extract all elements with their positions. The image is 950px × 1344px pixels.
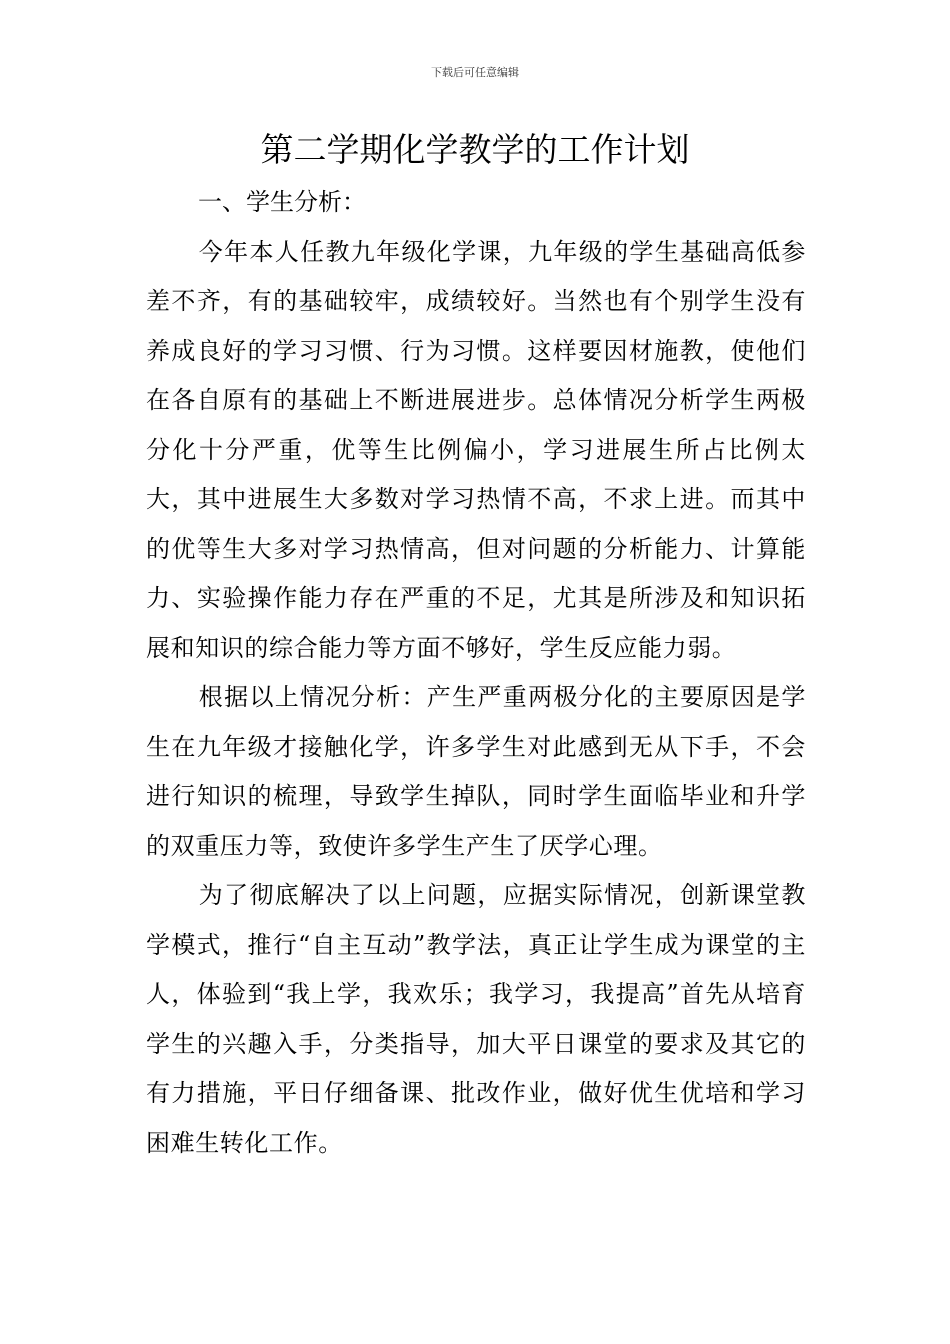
- document-title: 第二学期化学教学的工作计划: [260, 130, 690, 169]
- paragraph-2: 根据以上情况分析：产生严重两极分化的主要原因是学生在九年级才接触化学，许多学生对此感到无从下手，不会进行知识的梳理，导致学生掉队，同时学生面临毕业和升学的双重压力等，致使许多学生产生了厌学心理。: [146, 683, 806, 860]
- page-header-note: 下载后可任意编辑: [431, 66, 519, 79]
- paragraph-3: 为了彻底解决了以上问题，应据实际情况，创新课堂教学模式，推行“自主互动”教学法，真正让学生成为课堂的主人，体验到“我上学，我欢乐；我学习，我提高”首先从培育学生的兴趣入手，分类指导，加大平日课堂的要求及其它的有力措施，平日仔细备课、批改作业，做好优生优培和学习困难生转化工作。: [146, 881, 806, 1157]
- section-heading-student-analysis: 一、学生分析：: [198, 188, 366, 216]
- document-body: [146, 178, 806, 1168]
- paragraph-1: 今年本人任教九年级化学课，九年级的学生基础高低参差不齐，有的基础较牢，成绩较好。当然也有个别学生没有养成良好的学习习惯、行为习惯。这样要因材施教，使他们在各自原有的基础上不断进展进步。总体情况分析学生两极分化十分严重，优等生比例偏小，学习进展生所占比例太大，其中进展生大多数对学习热情不高，不求上进。而其中的优等生大多对学习热情高，但对问题的分析能力、计算能力、实验操作能力存在严重的不足，尤其是所涉及和知识拓展和知识的综合能力等方面不够好，学生反应能力弱。: [146, 237, 806, 662]
